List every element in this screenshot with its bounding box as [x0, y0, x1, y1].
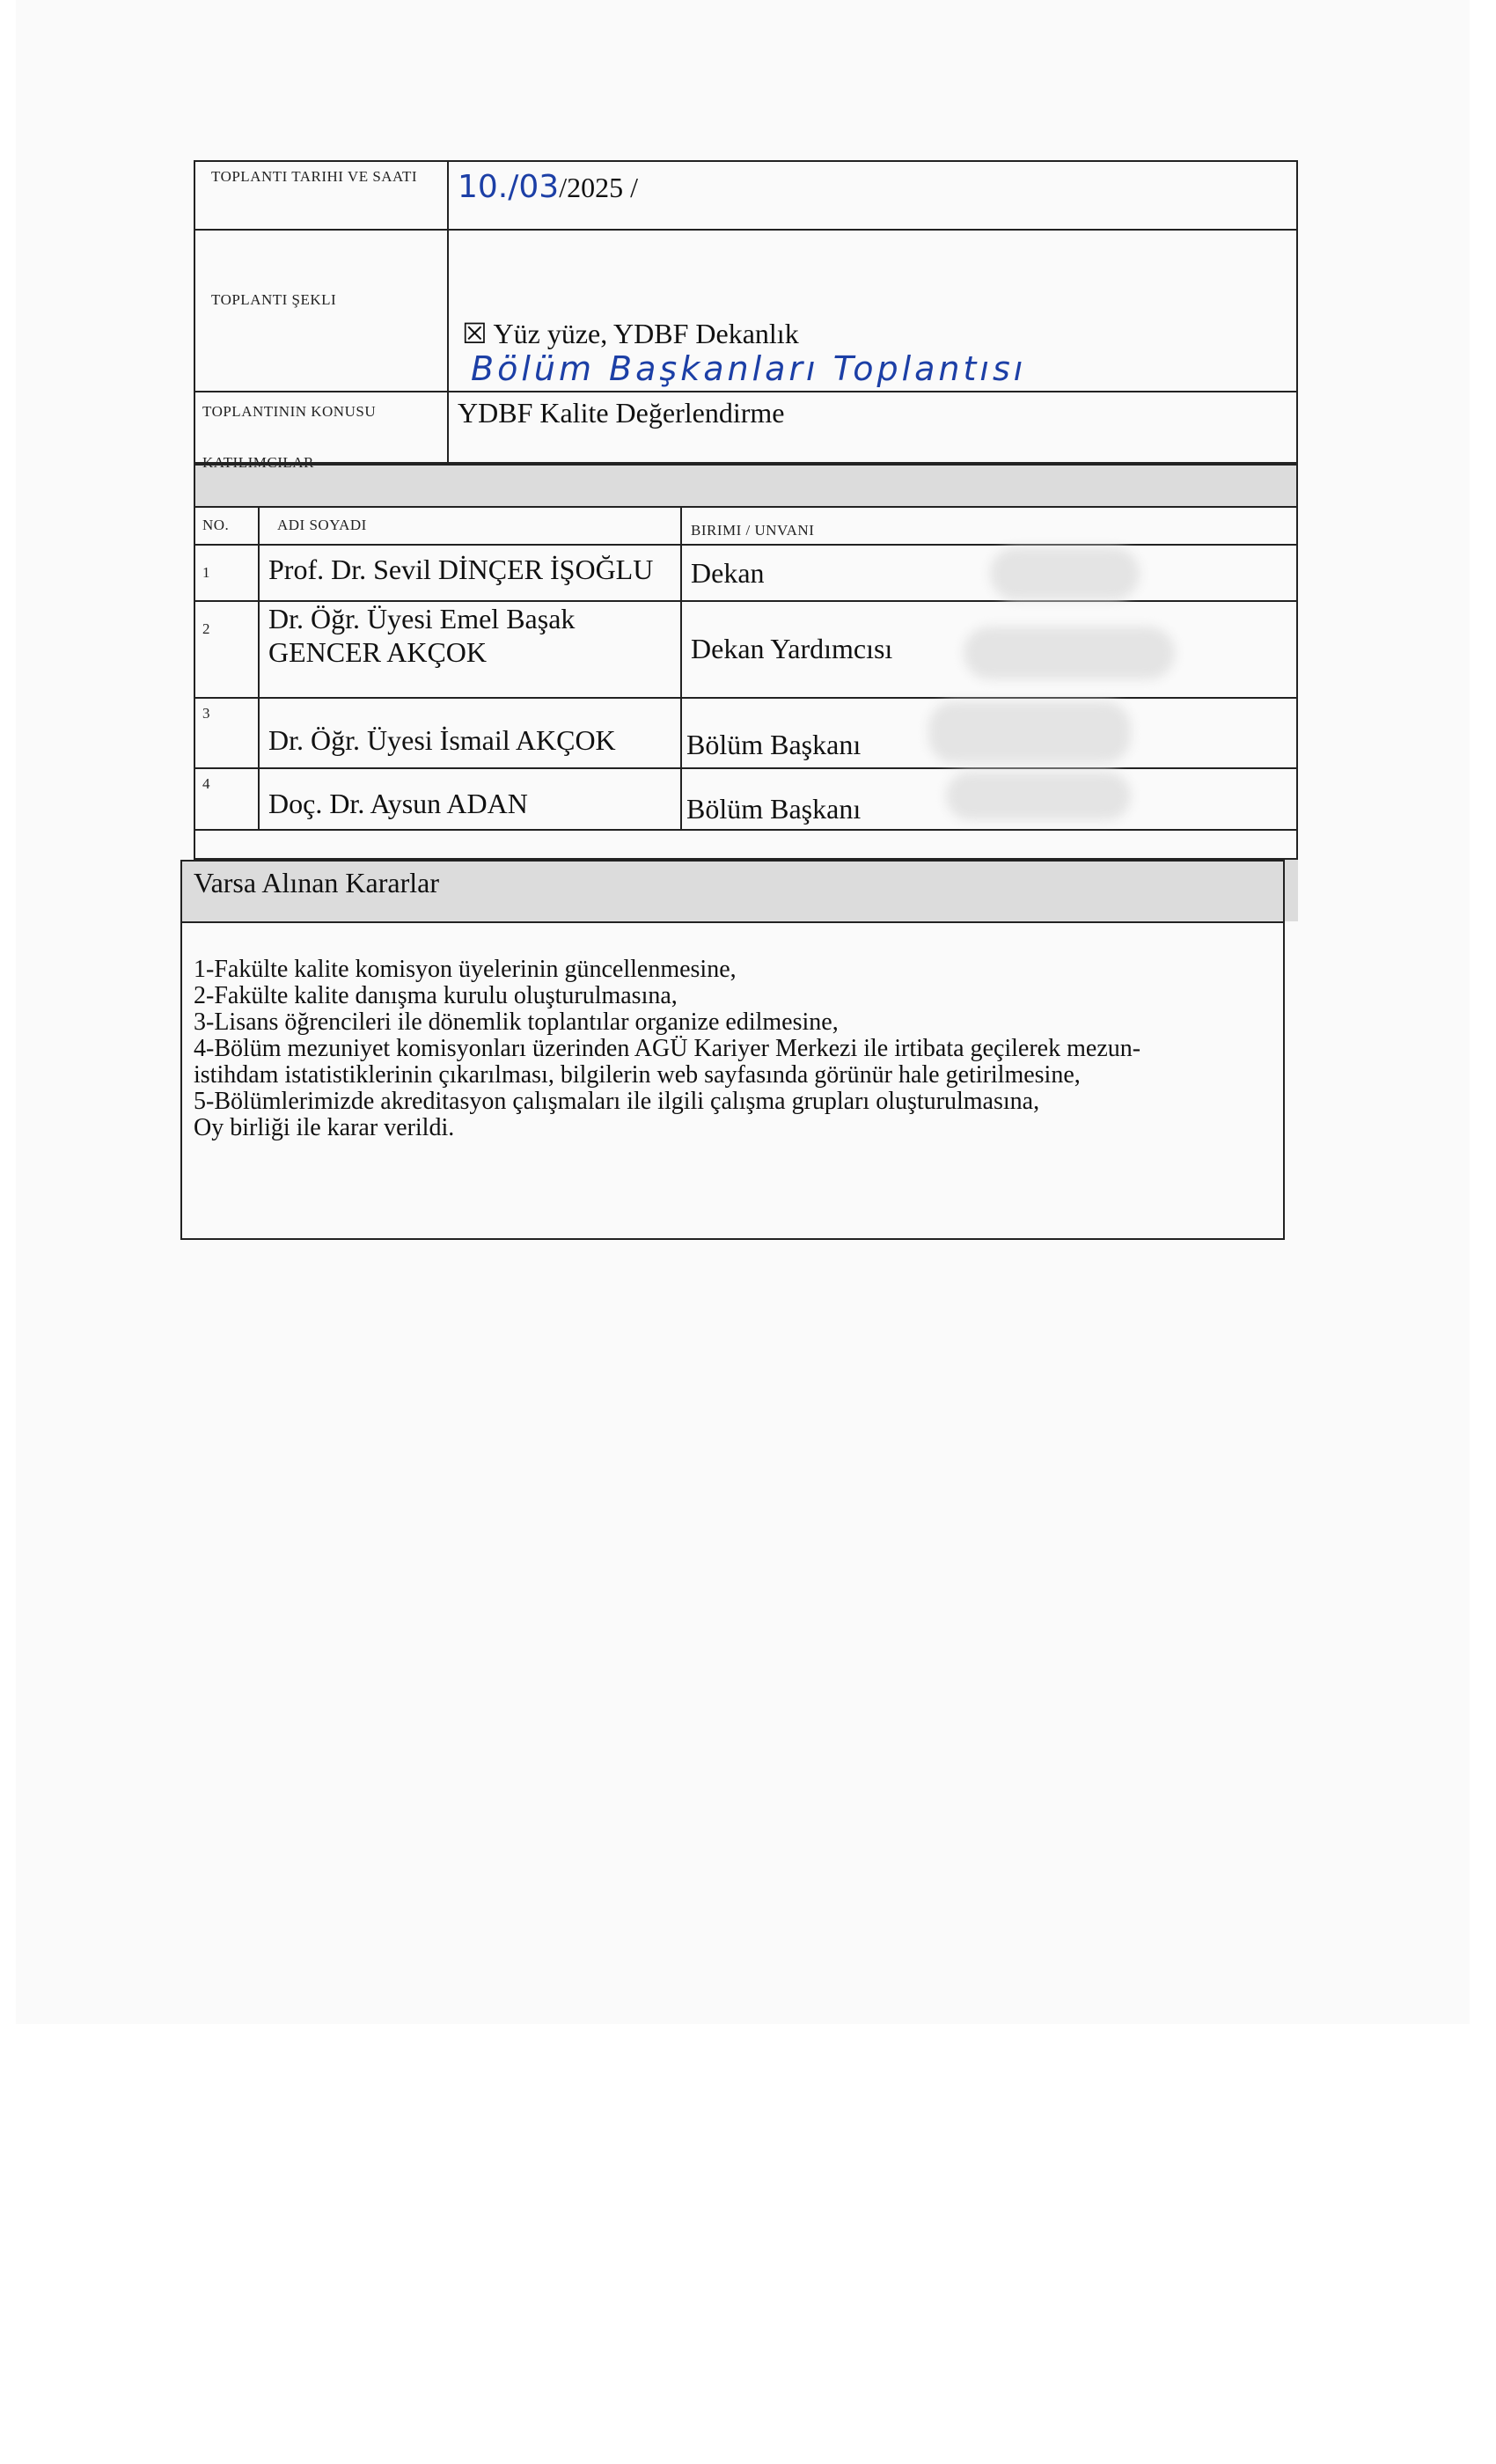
decision-item: 2-Fakülte kalite danışma kurulu oluşturulmasına, — [194, 982, 678, 1009]
participant-name: Dr. Öğr. Üyesi Emel Başak GENCER AKÇOK — [268, 603, 576, 668]
decision-item: Oy birliği ile karar verildi. — [194, 1114, 455, 1141]
participant-no: 1 — [202, 564, 210, 581]
date-value — [458, 169, 986, 222]
format-label: TOPLANTI ŞEKLI — [211, 291, 337, 308]
date-label: TOPLANTI TARIHI VE SAATI — [211, 168, 417, 185]
topic-value: YDBF Kalite Değerlendirme — [458, 397, 785, 429]
date-printed: /2025 / — [559, 172, 638, 203]
participant-title: Dekan Yardımcısı — [691, 633, 893, 664]
participant-no: 3 — [202, 705, 210, 722]
format-checkbox: ☒ — [462, 318, 488, 349]
redacted-signature — [946, 772, 1131, 820]
format-value: Yüz yüze, YDBF Dekanlık — [493, 318, 799, 349]
decision-item: istihdam istatistiklerinin çıkarılması, bilgilerin web sayfasında görünür hale getirilmesine, — [194, 1061, 1081, 1089]
decision-item: 1-Fakülte kalite komisyon üyelerinin güncellenmesine, — [194, 956, 737, 983]
decision-item: 3-Lisans öğrencileri ile dönemlik toplantılar organize edilmesine, — [194, 1008, 839, 1036]
col-name-header: ADI SOYADI — [277, 517, 367, 533]
participant-title: Bölüm Başkanı — [686, 793, 862, 825]
decisions-list — [194, 957, 1285, 1141]
redacted-signature — [990, 547, 1140, 600]
redacted-signature — [928, 701, 1131, 763]
decisions-label: Varsa Alınan Kararlar — [194, 867, 439, 898]
decision-item: 4-Bölüm mezuniyet komisyonları üzerinden AGÜ Kariyer Merkezi ile irtibata geçilerek mezun- — [194, 1035, 1141, 1062]
date-handwritten: 10./03 — [458, 169, 560, 205]
topic-label: TOPLANTININ KONUSU — [202, 403, 377, 420]
participants-label: KATILIMCILAR — [202, 454, 314, 471]
participant-title: Dekan — [691, 557, 765, 589]
format-handwritten: Bölüm Başkanları Toplantısı — [471, 349, 1027, 388]
decision-item: 5-Bölümlerimizde akreditasyon çalışmaları ile ilgili çalışma grupları oluşturulmasına, — [194, 1088, 1040, 1115]
participant-no: 4 — [202, 775, 210, 792]
col-no-header: NO. — [202, 517, 230, 533]
participant-title: Bölüm Başkanı — [686, 729, 862, 760]
participant-no: 2 — [202, 620, 210, 637]
participant-name: Prof. Dr. Sevil DİNÇER İŞOĞLU — [268, 554, 654, 585]
participant-name: Dr. Öğr. Üyesi İsmail AKÇOK — [268, 724, 616, 756]
format-value-row — [462, 317, 1166, 350]
participant-name: Doç. Dr. Aysun ADAN — [268, 788, 528, 819]
col-title-header: BIRIMI / UNVANI — [691, 522, 815, 539]
redacted-signature — [964, 627, 1175, 679]
